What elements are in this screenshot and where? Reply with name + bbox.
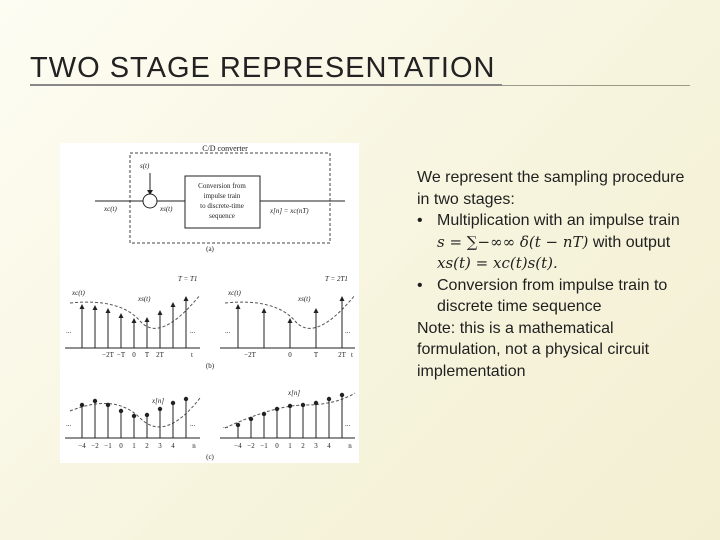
xct-input-label: xc(t): [104, 205, 117, 213]
multiplier-node: [143, 194, 157, 208]
b-left-impulse-arrowhead: [145, 317, 150, 322]
b-left-xc-label: xc(t): [72, 289, 85, 297]
c-left-tick-label: −2: [91, 442, 99, 450]
bullet-1-text: [437, 210, 687, 275]
c-left-dot: [132, 414, 136, 418]
c-right-dot: [327, 397, 331, 401]
b-left-impulse-arrowhead: [158, 310, 163, 315]
bullet-1: [417, 210, 687, 275]
c-left-dot: [80, 403, 84, 407]
c-left-tick-labels: [78, 442, 196, 450]
b-left-tick-label: T: [144, 351, 150, 359]
b-left-period-label: T = T1: [178, 275, 198, 283]
b-left-envelope: [70, 295, 200, 328]
b-right-xs-label: xs(t): [298, 295, 311, 303]
b-left-tick-labels: [102, 351, 193, 359]
b-right-tick-labels: [244, 351, 353, 359]
c-left-tick-label: 0: [119, 442, 123, 450]
c-left-dot: [106, 403, 110, 407]
c-right-tick-label: 0: [275, 442, 279, 450]
body-text: [417, 167, 687, 382]
b-right-impulse-arrowhead: [262, 308, 267, 313]
b-left-tick-label: −2T: [102, 351, 114, 359]
c-right-tick-label: 3: [314, 442, 318, 450]
bullet-1-lead: Multiplication with an impulse train: [437, 212, 680, 229]
box-line-1: Conversion from: [198, 182, 246, 190]
c-left-dot: [171, 401, 175, 405]
bullet-2: [417, 275, 687, 318]
b-right-period-label: T = 2T1: [325, 275, 348, 283]
c-left-dot: [93, 399, 97, 403]
b-left-impulse-arrowhead: [93, 305, 98, 310]
b-right-tick-label: t: [351, 351, 353, 359]
b-left-impulse-arrowhead: [132, 318, 137, 323]
c-right-tick-label: 2: [301, 442, 305, 450]
c-left-tick-label: −1: [104, 442, 112, 450]
b-left-impulse-arrowhead: [106, 308, 111, 313]
c-right-tick-label: n: [348, 442, 352, 450]
c-left-dot: [145, 413, 149, 417]
b-right-xc-label: xc(t): [228, 289, 241, 297]
c-left-dot: [184, 397, 188, 401]
part-c-label: (c): [206, 453, 214, 461]
bullet-1-formula-2: xs(t) = xc(t)s(t).: [437, 254, 558, 272]
sampling-figure-svg: [60, 143, 359, 463]
c-right-dot: [249, 417, 253, 421]
b-right-ellipsis-l: ...: [225, 327, 231, 335]
c-right-tick-label: −4: [234, 442, 242, 450]
note-text: Note: this is a mathematical formulation, not a physical circuit implementation: [417, 319, 650, 380]
b-left-impulse-arrowhead: [184, 296, 189, 301]
c-left-envelope: [70, 398, 200, 427]
title-underline-accent: [30, 84, 502, 86]
c-left-dot: [119, 409, 123, 413]
c-right-dot: [288, 404, 292, 408]
output-label: x[n] = xc(nT): [270, 207, 309, 215]
c-left-tick-label: 4: [171, 442, 175, 450]
b-left-tick-label: t: [191, 351, 193, 359]
c-right-dot: [301, 403, 305, 407]
b-left-ellipsis-r: ...: [190, 327, 196, 335]
b-right-impulse-arrowhead: [288, 318, 293, 323]
bullet-2-marker: •: [417, 276, 423, 294]
c-left-ellipsis-l: ...: [66, 420, 72, 428]
box-line-3: to discrete-time: [200, 202, 244, 210]
c-right-dot: [262, 412, 266, 416]
intro-text: We represent the sampling procedure in two stages:: [417, 169, 685, 208]
c-right-tick-label: −1: [260, 442, 268, 450]
c-right-dot: [340, 393, 344, 397]
slide-title: TWO STAGE REPRESENTATION: [30, 52, 496, 84]
b-left-tick-label: −T: [116, 351, 126, 359]
box-line-4: sequence: [209, 212, 235, 220]
bullet-1-marker: •: [417, 212, 423, 229]
c-left-tick-label: 3: [158, 442, 162, 450]
c-left-tick-label: 2: [145, 442, 149, 450]
b-left-tick-label: 0: [132, 351, 136, 359]
c-right-tick-labels: [234, 442, 352, 450]
c-left-ellipsis-r: ...: [190, 420, 196, 428]
c-left-stems: [80, 397, 188, 438]
b-left-tick-label: 2T: [156, 351, 164, 359]
b-right-tick-label: 2T: [338, 351, 346, 359]
c-right-dot: [314, 401, 318, 405]
box-line-2: impulse train: [203, 192, 241, 200]
c-left-tick-label: −4: [78, 442, 86, 450]
b-right-ellipsis-r: ...: [345, 327, 351, 335]
c-right-dot: [275, 407, 279, 411]
b-right-tick-label: 0: [288, 351, 292, 359]
part-b-label: (b): [205, 362, 215, 370]
b-right-impulse-arrowhead: [340, 296, 345, 301]
c-right-stems: [236, 393, 344, 438]
xst-label: xs(t): [160, 205, 173, 213]
cd-converter-label: C/D converter: [202, 144, 248, 153]
c-right-tick-label: 4: [327, 442, 331, 450]
b-left-xs-label: xs(t): [138, 295, 151, 303]
b-right-impulse-arrowhead: [314, 308, 319, 313]
b-left-impulse-arrowhead: [80, 304, 85, 309]
c-left-dot: [158, 407, 162, 411]
c-right-dot: [236, 423, 240, 427]
c-left-tick-label: 1: [132, 442, 136, 450]
bullet-1-mid: with output: [588, 233, 671, 251]
bullet-2-text: Conversion from impulse train to discrete time sequence: [437, 276, 668, 315]
b-right-tick-label: T: [313, 351, 319, 359]
sampling-figure: [60, 143, 359, 463]
b-left-impulse-arrowhead: [119, 313, 124, 318]
c-right-tick-label: −2: [247, 442, 255, 450]
c-right-tick-label: 1: [288, 442, 292, 450]
st-label: s(t): [140, 162, 150, 170]
part-a-label: (a): [206, 245, 214, 253]
b-right-impulse-arrowhead: [236, 304, 241, 309]
c-right-ellipsis-l: ...: [223, 422, 229, 430]
c-left-label: x[n]: [152, 397, 165, 405]
b-left-ellipsis-l: ...: [66, 327, 72, 335]
c-right-label: x[n]: [288, 389, 301, 397]
b-right-tick-label: −2T: [244, 351, 256, 359]
c-right-ellipsis-r: ...: [345, 420, 351, 428]
bullet-1-formula: s = ∑−∞∞ δ(t − nT): [437, 232, 589, 251]
c-left-tick-label: n: [192, 442, 196, 450]
b-left-impulse-arrowhead: [171, 302, 176, 307]
